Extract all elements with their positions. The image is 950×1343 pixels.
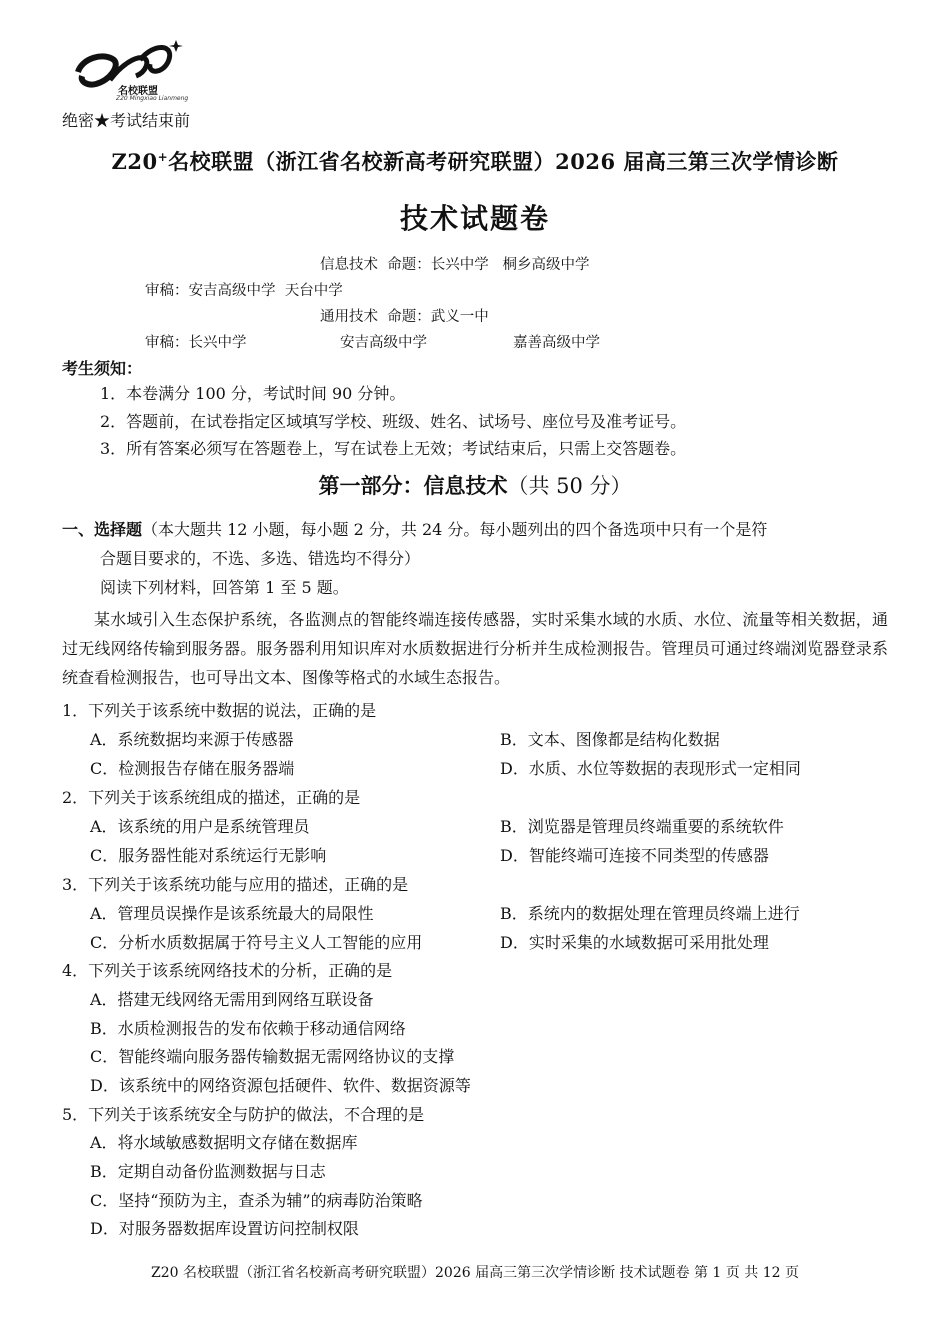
option-a: A．系统数据均来源于传感器 (90, 730, 294, 749)
question-stem: 4．下列关于该系统网络技术的分析，正确的是 (62, 961, 393, 980)
reading-material: 某水域引入生态保护系统，各监测点的智能终端连接传感器，实时采集水域的水质、水位、流量等相关数据，通过无线网络传输到服务器。服务器利用知识库对水质数据进行分析并生成检测报告。管理员可通过终端浏览器登录系统查看检测报告，也可导出文本、图像等格式的水域生态报告。 (62, 610, 888, 687)
part-title (0, 470, 950, 500)
secret-label: 绝密★考试结束前 (62, 111, 191, 130)
meta-general-reviewer-3: 嘉善高级中学 (513, 335, 600, 351)
question-stem: 2．下列关于该系统组成的描述，正确的是 (62, 788, 361, 807)
option-d: D．该系统中的网络资源包括硬件、软件、数据资源等 (90, 1076, 471, 1095)
option-b: B．水质检测报告的发布依赖于移动通信网络 (90, 1019, 406, 1038)
option-b: B．系统内的数据处理在管理员终端上进行 (500, 904, 800, 923)
logo-text: 名校联盟 (118, 86, 158, 97)
option-b: B．文本、图像都是结构化数据 (500, 730, 720, 749)
part-title-text: 第一部分：信息技术 (318, 473, 508, 498)
option-d: D．对服务器数据库设置访问控制权限 (90, 1219, 359, 1238)
notice-item: 2．答题前，在试卷指定区域填写学校、班级、姓名、试场号、座位号及准考证号。 (100, 412, 687, 431)
exam-title (0, 146, 950, 176)
question-stem: 1．下列关于该系统中数据的说法，正确的是 (62, 701, 377, 720)
meta-general-reviewer-2: 安吉高级中学 (340, 335, 427, 351)
section-heading (62, 517, 767, 540)
section-label: 一、选择题 (62, 520, 143, 539)
notice-item: 3．所有答案必须写在答题卷上，写在试卷上无效；考试结束后，只需上交答题卷。 (100, 439, 687, 458)
meta-general-reviewer-1: 审稿：长兴中学 (145, 335, 247, 351)
option-d: D．智能终端可连接不同类型的传感器 (500, 846, 769, 865)
option-c: C．服务器性能对系统运行无影响 (90, 846, 327, 865)
option-d: D．水质、水位等数据的表现形式一定相同 (500, 759, 801, 778)
option-c: C．智能终端向服务器传输数据无需网络协议的支撑 (90, 1047, 455, 1066)
option-b: B．定期自动备份监测数据与日志 (90, 1162, 326, 1181)
option-c: C．检测报告存储在服务器端 (90, 759, 295, 778)
meta-info-tech-authors: 信息技术 命题：长兴中学 桐乡高级中学 (320, 257, 590, 273)
title-rest: 名校联盟（浙江省名校新高考研究联盟）2026 届高三第三次学情诊断 (168, 149, 839, 174)
option-a: A．该系统的用户是系统管理员 (90, 817, 310, 836)
question-stem: 3．下列关于该系统功能与应用的描述，正确的是 (62, 875, 409, 894)
option-a: A．管理员误操作是该系统最大的局限性 (90, 904, 374, 923)
meta-general-tech-authors: 通用技术 命题：武义一中 (320, 309, 489, 325)
meta-info-tech-reviewers: 审稿：安吉高级中学 天台中学 (145, 283, 343, 299)
question-stem: 5．下列关于该系统安全与防护的做法，不合理的是 (62, 1105, 425, 1124)
option-a: A．将水域敏感数据明文存储在数据库 (90, 1133, 358, 1152)
option-c: C．分析水质数据属于符号主义人工智能的应用 (90, 933, 423, 952)
part-points: （共 50 分） (507, 474, 632, 498)
option-c: C．坚持“预防为主，查杀为辅”的病毒防治策略 (90, 1191, 423, 1210)
exam-subtitle: 技术试题卷 (399, 202, 550, 235)
section-description-cont: 合题目要求的，不选、多选、错选均不得分） (100, 549, 421, 568)
notice-heading: 考生须知： (62, 359, 143, 378)
option-b: B．浏览器是管理员终端重要的系统软件 (500, 817, 784, 836)
logo-subtext: Z20 Mingxiao Lianmeng (116, 95, 189, 102)
section-description: （本大题共 12 小题，每小题 2 分，共 24 分。每小题列出的四个备选项中只有一个是符 (142, 520, 768, 539)
page-footer: Z20 名校联盟（浙江省名校新高考研究联盟）2026 届高三第三次学情诊断 技术试题卷 第 1 页 共 12 页 (151, 1265, 799, 1281)
reading-instruction: 阅读下列材料，回答第 1 至 5 题。 (100, 578, 349, 597)
option-a: A．搭建无线网络无需用到网络互联设备 (90, 990, 374, 1009)
title-prefix: Z20 (111, 149, 158, 174)
notice-item: 1．本卷满分 100 分，考试时间 90 分钟。 (100, 384, 406, 403)
option-d: D．实时采集的水域数据可采用批处理 (500, 933, 769, 952)
title-superscript: + (157, 150, 169, 164)
